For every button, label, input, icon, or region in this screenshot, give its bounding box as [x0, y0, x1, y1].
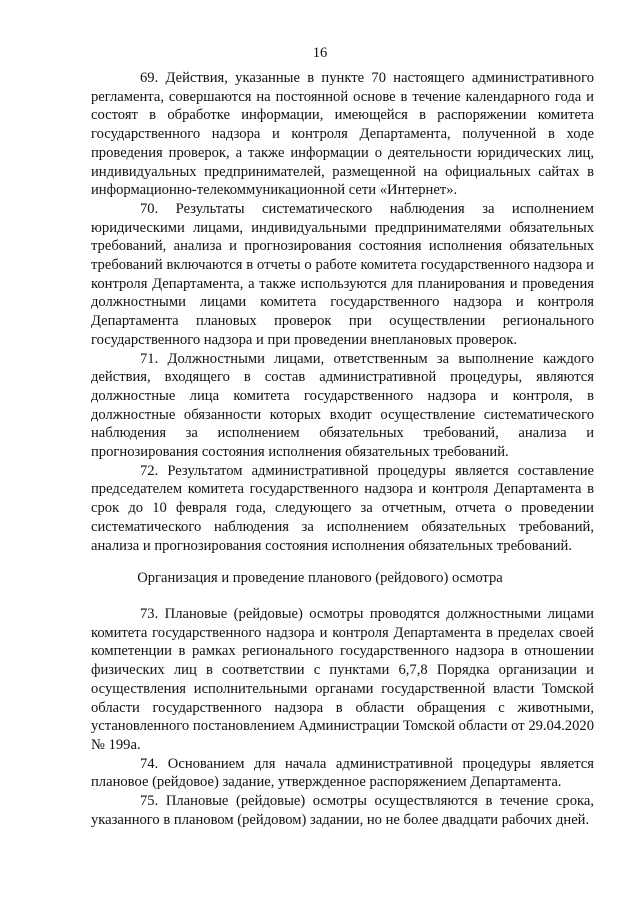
paragraph-71: 71. Должностными лицами, ответственным за выполнение каждого действия, входящего в состав административной процедуры, являются должностные лица комитета государственного надзора и контроля, в должностные обязанности которых входит осуществление систематического наблюдения за исполнением обязательных требований, анализа и прогнозирования состояния исполнения обязательных требований. — [91, 350, 594, 461]
paragraphs-after-heading — [91, 605, 594, 829]
paragraph-70: 70. Результаты систематического наблюдения за исполнением юридическими лицами, индивидуальными предпринимателями обязательных требований, анализа и прогнозирования состояния исполнения обязательных требований включаются в отчеты о работе комитета государственного надзора и контроля Департамента, а также используются для планирования и проведения должностными лицами комитета государственного надзора и контроля Департамента плановых проверок при осуществлении регионального государственного надзора и при проведении внеплановых проверок. — [91, 200, 594, 348]
paragraph-74: 74. Основанием для начала административной процедуры является плановое (рейдовое) задание, утвержденное распоряжением Департамента. — [91, 755, 594, 791]
page-number: 16 — [312, 45, 328, 61]
paragraph-73: 73. Плановые (рейдовые) осмотры проводятся должностными лицами комитета государственного надзора и контроля Департамента в пределах своей компетенции в рамках регионального государственного надзора в отношении физических лиц в соответствии с пунктами 6,7,8 Порядка организации и осуществления исполнительными органами государственной власти Томской области государственного надзора в области обращения с животными, установленного постановлением Администрации Томской области от 29.04.2020 № 199а. — [91, 606, 594, 753]
paragraph-72: 72. Результатом административной процедуры является составление председателем комитета государственного надзора и контроля Департамента в срок до 10 февраля года, следующего за отчетным, отчета о проведении систематического наблюдения за исполнением обязательных требований, анализа и прогнозирования состояния исполнения обязательных требований. — [91, 462, 594, 554]
section-heading: Организация и проведение планового (рейдового) осмотра — [137, 570, 503, 586]
paragraph-75: 75. Плановые (рейдовые) осмотры осуществляются в течение срока, указанного в плановом (рейдовом) задании, но не более двадцати рабочих дней. — [91, 793, 594, 828]
paragraphs-before-heading — [91, 69, 594, 555]
paragraph-69: 69. Действия, указанные в пункте 70 настоящего административного регламента, совершаются на постоянной основе в течение календарного года и состоят в обработке информации, имеющейся в распоряжении комитета государственного надзора и контроля Департамента, полученной в ходе проведения проверок, а также информации о деятельности юридических лиц, индивидуальных предпринимателей, размещенной на официальных сайтах в информационно-телекоммуникационной сети «Интернет». — [91, 70, 594, 199]
